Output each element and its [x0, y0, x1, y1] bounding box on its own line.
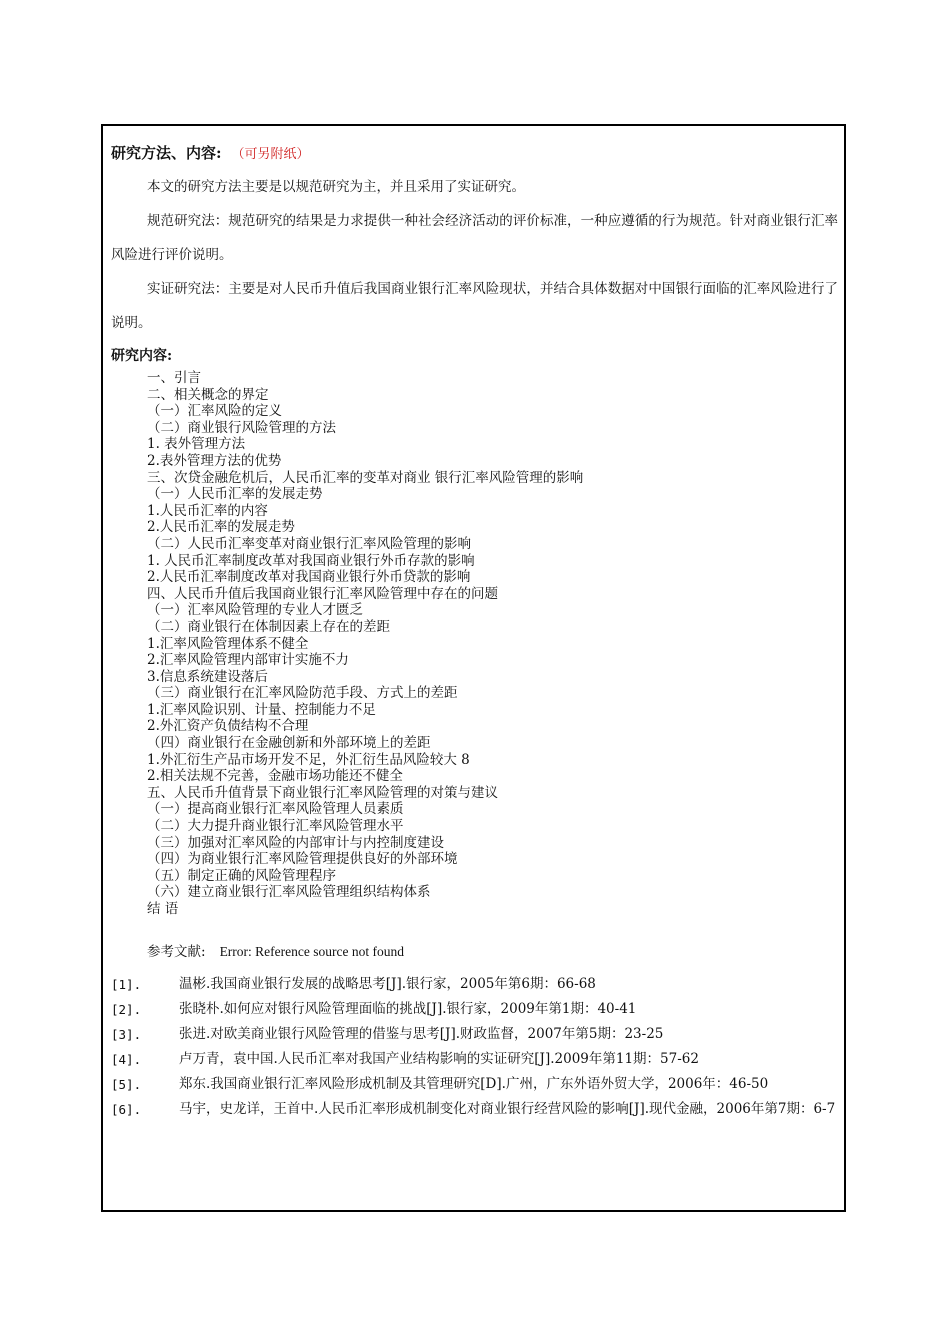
outline-item: （四）商业银行在金融创新和外部环境上的差距 [147, 735, 431, 752]
cell-content [111, 138, 838, 1122]
outline-item: 2.汇率风险管理内部审计实施不力 [147, 652, 349, 669]
outline-item: 1. 人民币汇率制度改革对我国商业银行外币存款的影响 [147, 552, 475, 569]
reference-list [111, 972, 838, 1122]
outline-item: 五、人民币升值背景下商业银行汇率风险管理的对策与建议 [147, 784, 498, 801]
outline-item: 2.人民币汇率的发展走势 [147, 519, 295, 536]
outline-item: （二）商业银行在体制因素上存在的差距 [147, 618, 390, 635]
reference-number: [5]. [111, 1076, 142, 1092]
outline-item: （一）汇率风险的定义 [147, 403, 282, 420]
reference-item [111, 997, 838, 1022]
outline-list [147, 370, 838, 918]
reference-text: 卢万青，袁中国.人民币汇率对我国产业结构影响的实证研究[J].2009年第11期：57-62 [179, 1050, 699, 1067]
reference-item [111, 972, 838, 997]
method-paragraph: 实证研究法：主要是对人民币升值后我国商业银行汇率风险现状，并结合具体数据对中国银行面临的汇率风险进行了说明。 [111, 281, 838, 331]
reference-number: [1]. [111, 976, 142, 992]
outline-item: 2.相关法规不完善，金融市场功能还不健全 [147, 768, 403, 785]
reference-text: 张进.对欧美商业银行风险管理的借鉴与思考[J].财政监督，2007年第5期：23-25 [179, 1025, 664, 1042]
outline-item: 1.汇率风险管理体系不健全 [147, 635, 309, 652]
reference-error: Error: Reference source not found [219, 943, 404, 959]
content-heading: 研究内容: [111, 348, 173, 364]
reference-text: 郑东.我国商业银行汇率风险形成机制及其管理研究[D].广州，广东外语外贸大学，2006年：46-50 [179, 1075, 769, 1092]
method-paragraph: 本文的研究方法主要是以规范研究为主，并且采用了实证研究。 [147, 179, 525, 195]
outline-item: 1.汇率风险识别、计量、控制能力不足 [147, 701, 376, 718]
outline-item: 结 语 [147, 901, 179, 917]
outline-item: 1.人民币汇率的内容 [147, 502, 268, 519]
outline-item: 一、引言 [147, 370, 201, 386]
reference-item [111, 1047, 838, 1072]
outline-item: 2.表外管理方法的优势 [147, 452, 282, 469]
method-paragraph: 规范研究法：规范研究的结果是力求提供一种社会经济活动的评价标准，一种应遵循的行为规范。针对商业银行汇率风险进行评价说明。 [111, 213, 838, 263]
reference-number: [2]. [111, 1001, 142, 1017]
reference-number: [6]. [111, 1101, 142, 1117]
outline-item: 四、人民币升值后我国商业银行汇率风险管理中存在的问题 [147, 585, 498, 602]
outline-item: （六）建立商业银行汇率风险管理组织结构体系 [147, 884, 431, 901]
reference-item [111, 1097, 838, 1122]
outline-item: （二）商业银行风险管理的方法 [147, 419, 336, 436]
outline-item: （四）为商业银行汇率风险管理提供良好的外部环境 [147, 851, 458, 868]
outline-item: （一）汇率风险管理的专业人才匮乏 [147, 602, 363, 619]
form-cell [101, 124, 846, 1212]
attach-note: （可另附纸） [231, 147, 310, 162]
outline-item: （三）加强对汇率风险的内部审计与内控制度建设 [147, 834, 444, 851]
outline-item: 二、相关概念的界定 [147, 386, 269, 403]
references-heading [147, 940, 838, 964]
reference-item [111, 1022, 838, 1047]
outline-item: 2.人民币汇率制度改革对我国商业银行外币贷款的影响 [147, 569, 471, 586]
references-label: 参考文献: [147, 943, 206, 960]
reference-number: [3]. [111, 1026, 142, 1042]
outline-item: 三、次贷金融危机后，人民币汇率的变革对商业 银行汇率风险管理的影响 [147, 469, 584, 486]
reference-item [111, 1072, 838, 1097]
reference-number: [4]. [111, 1051, 142, 1067]
outline-item: （三）商业银行在汇率风险防范手段、方式上的差距 [147, 685, 458, 702]
reference-text: 温彬.我国商业银行发展的战略思考[J].银行家，2005年第6期：66-68 [179, 975, 596, 992]
outline-item: 3.信息系统建设落后 [147, 668, 268, 685]
section-heading [111, 138, 838, 170]
outline-item: 2.外汇资产负债结构不合理 [147, 718, 309, 735]
outline-item: 1. 表外管理方法 [147, 436, 246, 453]
outline-item: （二）大力提升商业银行汇率风险管理水平 [147, 818, 404, 835]
outline-item: （一）提高商业银行汇率风险管理人员素质 [147, 801, 404, 818]
outline-item: 1.外汇衍生产品市场开发不足，外汇衍生品风险较大 8 [147, 751, 470, 768]
outline-item: （五）制定正确的风险管理程序 [147, 867, 336, 884]
section-title: 研究方法、内容: [111, 144, 222, 162]
outline-item: （一）人民币汇率的发展走势 [147, 486, 323, 503]
reference-text: 张晓朴.如何应对银行风险管理面临的挑战[J].银行家，2009年第1期：40-41 [179, 1000, 637, 1017]
outline-item: （二）人民币汇率变革对商业银行汇率风险管理的影响 [147, 535, 471, 552]
reference-text: 马宇，史龙详，王首中.人民币汇率形成机制变化对商业银行经营风险的影响[J].现代金融，2006年第7期：6-7 [179, 1100, 836, 1117]
